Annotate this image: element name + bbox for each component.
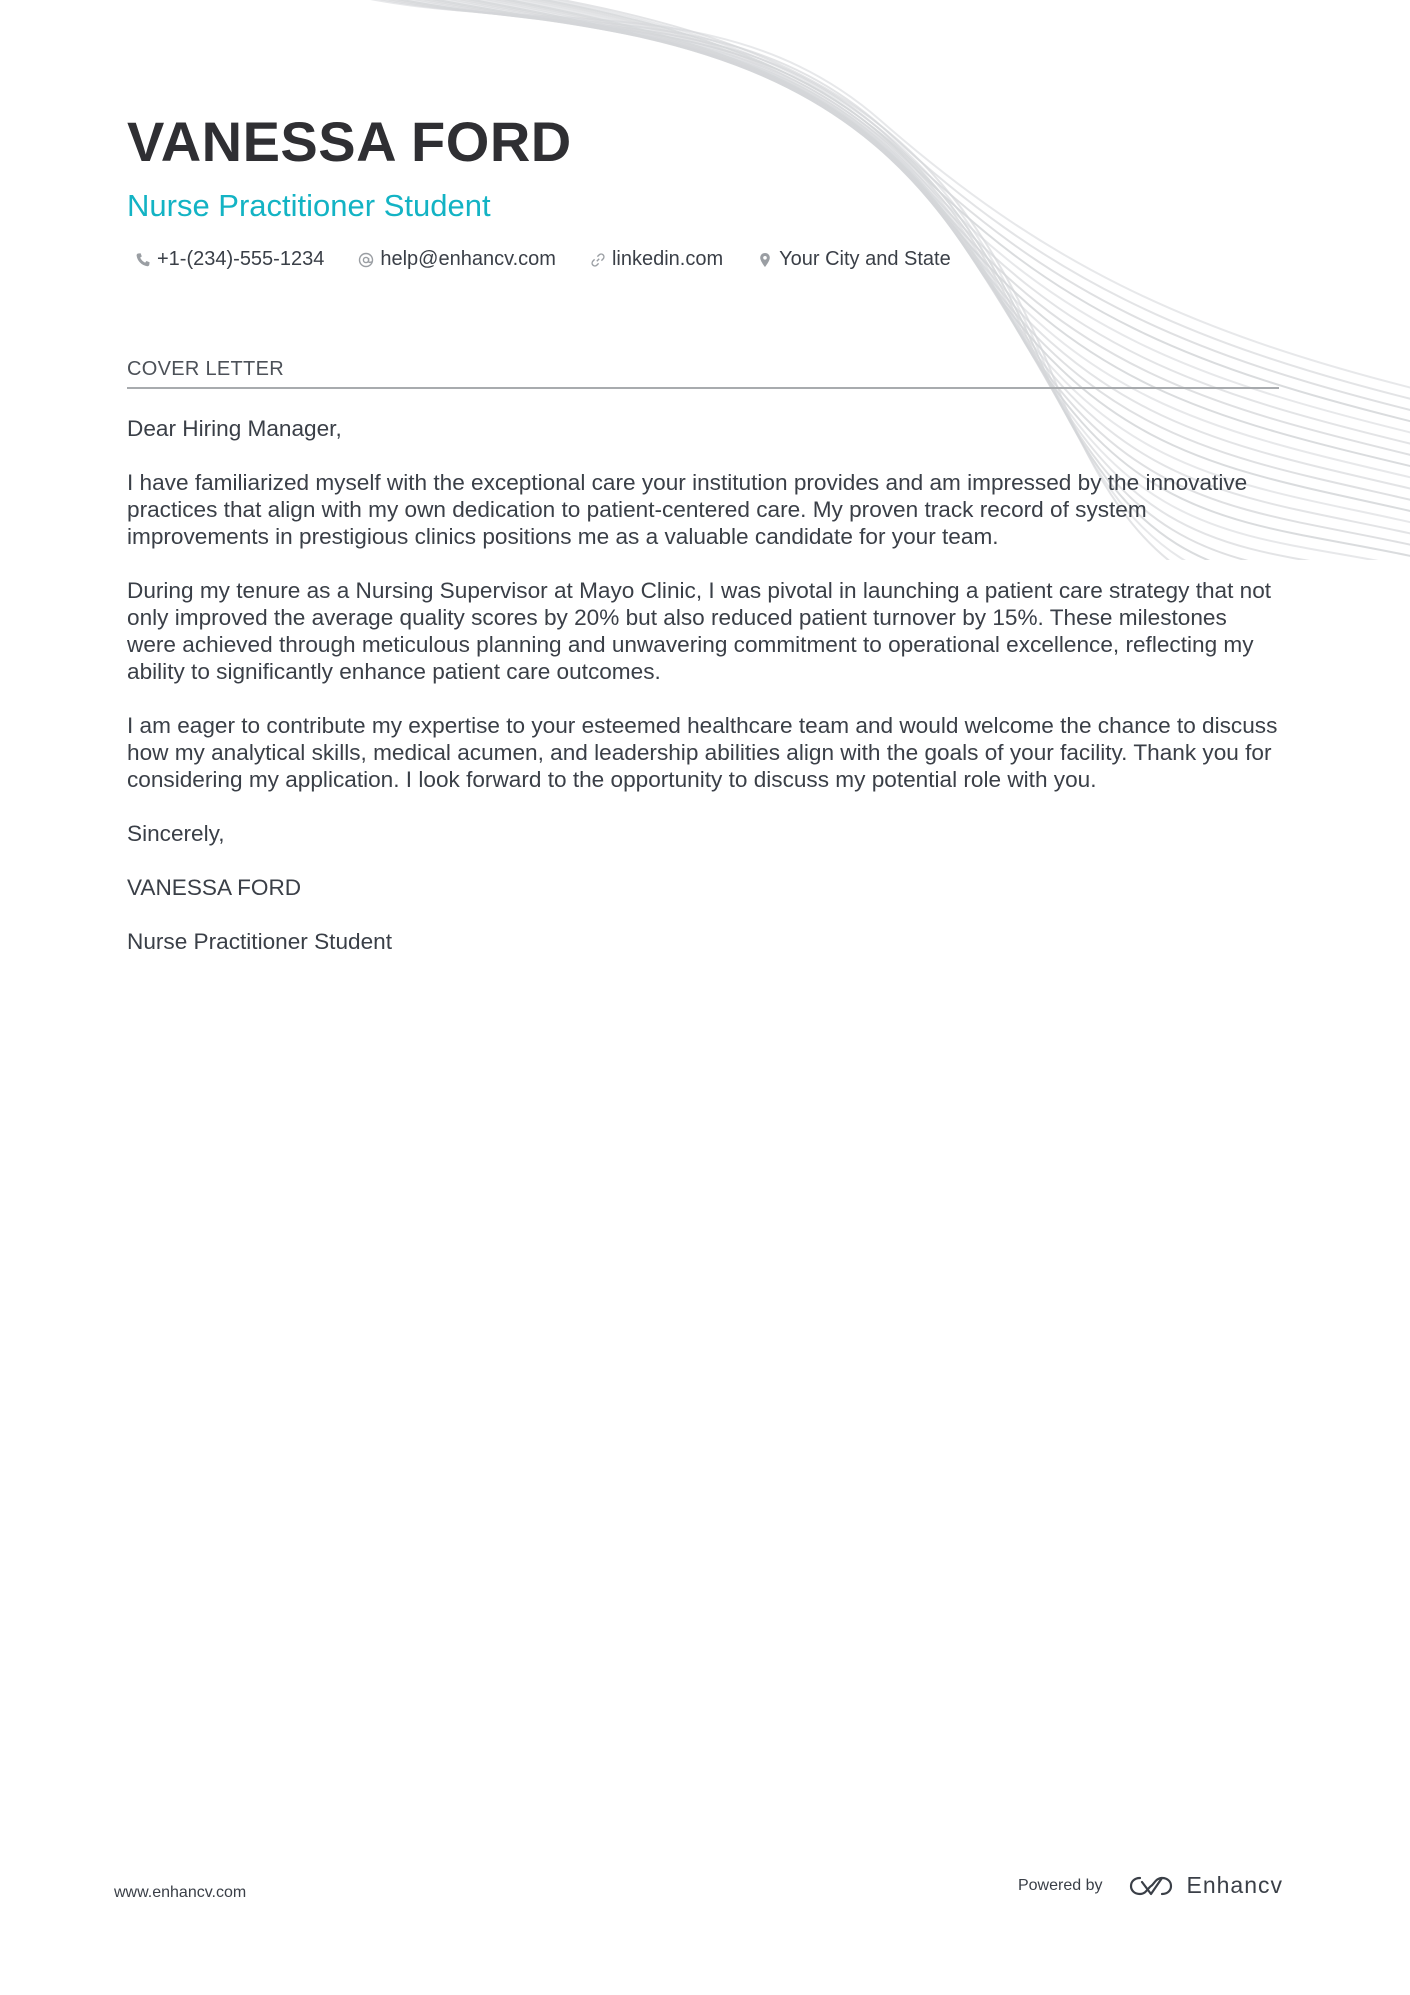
powered-by-label: Powered by [1017, 1876, 1103, 1894]
link-icon [590, 252, 606, 268]
candidate-title: Nurse Practitioner Student [127, 188, 491, 223]
contact-email[interactable] [350, 248, 556, 271]
cover-letter-section [127, 355, 1279, 982]
letter-paragraph-1: I have familiarized myself with the exceptional care your institution provides and am impressed by the innovative practices that align with my own dedication to patient-centered care. My proven track record of system improvements in prestigious clinics positions me as a valuable candidate for your team. [127, 470, 1248, 549]
letter-greeting: Dear Hiring Manager, [127, 416, 342, 441]
enhancv-logo-icon [1128, 1874, 1174, 1898]
contact-linkedin-text: linkedin.com [611, 248, 724, 270]
contact-phone[interactable] [127, 248, 324, 271]
location-pin-icon [757, 252, 773, 268]
signature-title: Nurse Practitioner Student [127, 929, 392, 954]
signature-name: VANESSA FORD [127, 875, 302, 900]
footer-branding [1018, 1872, 1283, 1899]
contact-bar [127, 248, 1277, 271]
contact-phone-text: +1-(234)-555-1234 [157, 248, 325, 270]
contact-email-text: help@enhancv.com [380, 248, 556, 270]
contact-location-text: Your City and State [779, 248, 951, 270]
phone-icon [135, 252, 151, 268]
contact-location [749, 248, 951, 271]
letter-body [127, 415, 1279, 955]
at-icon [358, 252, 374, 268]
candidate-name: VANESSA FORD [127, 110, 572, 173]
footer-website[interactable]: www.enhancv.com [114, 1884, 247, 1901]
section-title: COVER LETTER [127, 355, 1279, 389]
letter-paragraph-3: I am eager to contribute my expertise to your esteemed healthcare team and would welcome the chance to discuss how my analytical skills, medical acumen, and leadership abilities align with the goals of your facility. Thank you for considering my application. I look forward to the opportunity to discuss my potential role with you. [127, 713, 1278, 792]
contact-linkedin[interactable] [582, 248, 723, 271]
letter-closing: Sincerely, [127, 821, 225, 846]
brand-name: Enhancv [1186, 1872, 1283, 1898]
letter-paragraph-2: During my tenure as a Nursing Supervisor at Mayo Clinic, I was pivotal in launching a patient care strategy that not only improved the average quality scores by 20% but also reduced patient turnover by 15%. These milestones were achieved through meticulous planning and unwavering commitment to operational excellence, reflecting my ability to significantly enhance patient care outcomes. [127, 578, 1272, 684]
resume-header [127, 108, 1277, 271]
